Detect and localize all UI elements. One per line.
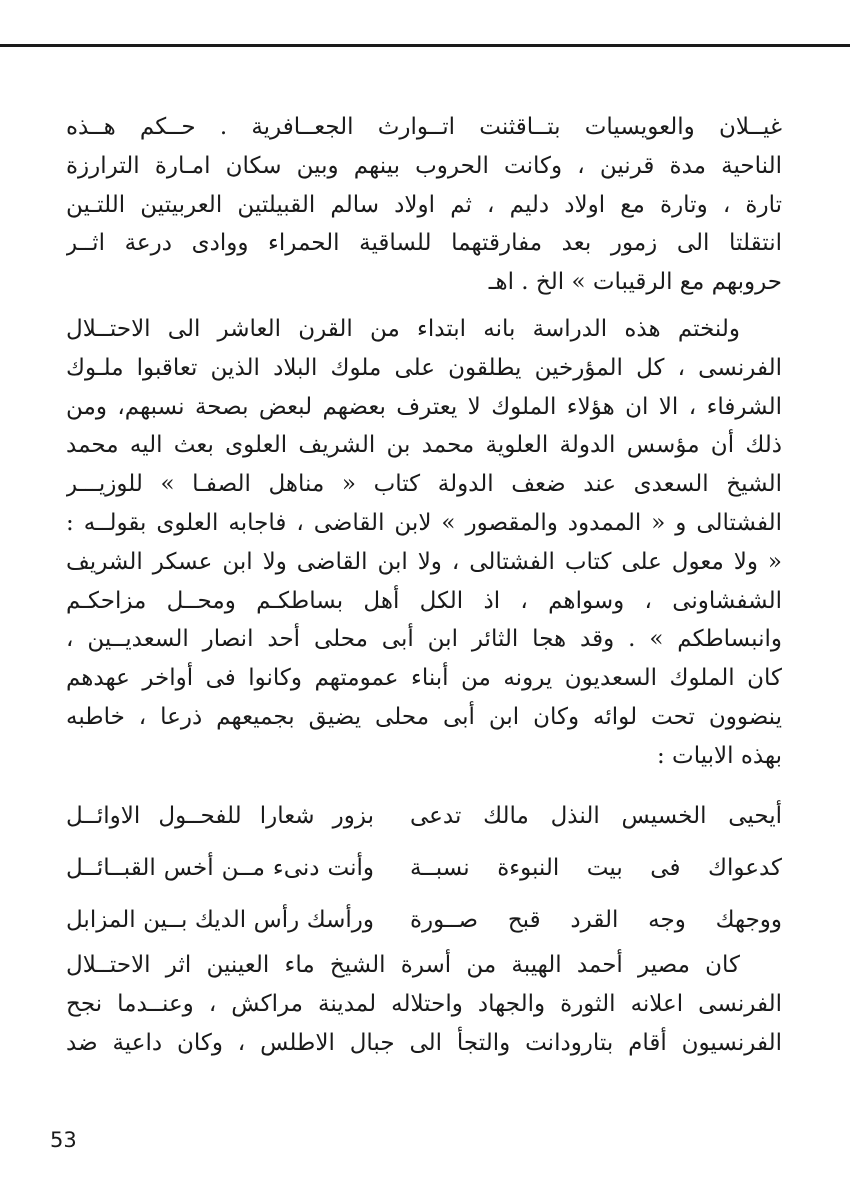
text-line: ينضوون تحت لوائه وكان ابن أبى محلى يضيق بجميعهم ذرعا ، خاطبه	[66, 703, 782, 730]
paragraph-1	[66, 108, 782, 302]
text-line: ذلك أن مؤسس الدولة العلوية محمد بن الشريف العلوى بعث اليه محمد	[66, 432, 782, 459]
text-line: الناحية مدة قرنين ، وكانت الحروب بينهم وبين سكان امـارة الترارزة	[66, 152, 782, 179]
text-line: الفرنسى ، كل المؤرخين يطلقون على ملوك البلاد الذين تعاقبوا ملـوك	[66, 354, 782, 381]
text-line: حروبهم مع الرقيبات » الخ . اهـ	[488, 269, 782, 296]
text-line: الشيخ السعدى عند ضعف الدولة كتاب « مناهل الصفـا » للوزيـــر	[66, 471, 782, 498]
text-line: تارة ، وتارة مع اولاد دليم ، ثم اولاد سالم القبيلتين العربيتين اللتـين	[66, 191, 782, 218]
paragraph-3	[66, 946, 782, 1062]
text-line: كان مصير أحمد الهيبة من أسرة الشيخ ماء العينين اثر الاحتــلال	[66, 952, 740, 978]
verse-first-hemistich: أيحيى الخسيس النذل مالك تدعى	[410, 803, 782, 829]
text-line: الفرنسيون أقام بتارودانت والتجأ الى جبال الاطلس ، وكان داعية ضد	[66, 1029, 782, 1056]
verse-second-hemistich: ورأسك رأس الديك بــين المزابل	[66, 907, 374, 933]
poem	[66, 790, 782, 946]
verse-second-hemistich: وأنت دنىء مــن أخس القبــائــل	[66, 855, 374, 881]
text-line: الفشتالى و « الممدود والمقصور » لابن القاضى ، فاجابه العلوى بقولــه :	[66, 509, 782, 536]
text-line: كان الملوك السعديون يرونه من أبناء عمومتهم وكانوا فى أواخر عهدهم	[66, 665, 782, 692]
text-line: ولنختم هذه الدراسة بانه ابتداء من القرن العاشر الى الاحتــلال	[66, 316, 740, 342]
poem-verse	[66, 790, 782, 842]
header-rule	[0, 44, 850, 47]
text-line: وانبساطكم » . وقد هجا الثائر ابن أبى محلى أحد انصار السعديــين ،	[66, 626, 782, 653]
verse-first-hemistich: ووجهك وجه القرد قبح صــورة	[410, 907, 782, 933]
text-line: « ولا معول على كتاب الفشتالى ، ولا ابن القاضى ولا ابن عسكر الشريف	[66, 548, 782, 575]
page-number: 53	[50, 1128, 77, 1152]
text-line: الشرفاء ، الا ان هؤلاء الملوك لا يعترف بعضهم لبعض بصحة نسبهم، ومن	[66, 393, 782, 420]
text-line: غيــلان والعويسيات بتــاقثنت اتــوارث الجعــافرية . حــكم هــذه	[66, 114, 782, 140]
text-line: انتقلتا الى زمور بعد مفارقتهما للساقية الحمراء ووادى درعة اثــر	[66, 230, 782, 257]
poem-verse	[66, 842, 782, 894]
text-line: الشفشاونى ، وسواهم ، اذ الكل أهل بساطكـم ومحــل مزاحكـم	[66, 587, 782, 614]
verse-first-hemistich: كدعواك فى بيت النبوءة نسبــة	[410, 855, 782, 881]
text-line: بهذه الابيات :	[656, 742, 782, 769]
paragraph-2	[66, 310, 782, 776]
verse-second-hemistich: بزور شعارا للفحــول الاوائــل	[66, 803, 374, 829]
poem-verse	[66, 894, 782, 946]
text-line: الفرنسى اعلانه الثورة والجهاد واحتلاله لمدينة مراكش ، وعنــدما نجح	[66, 990, 782, 1017]
